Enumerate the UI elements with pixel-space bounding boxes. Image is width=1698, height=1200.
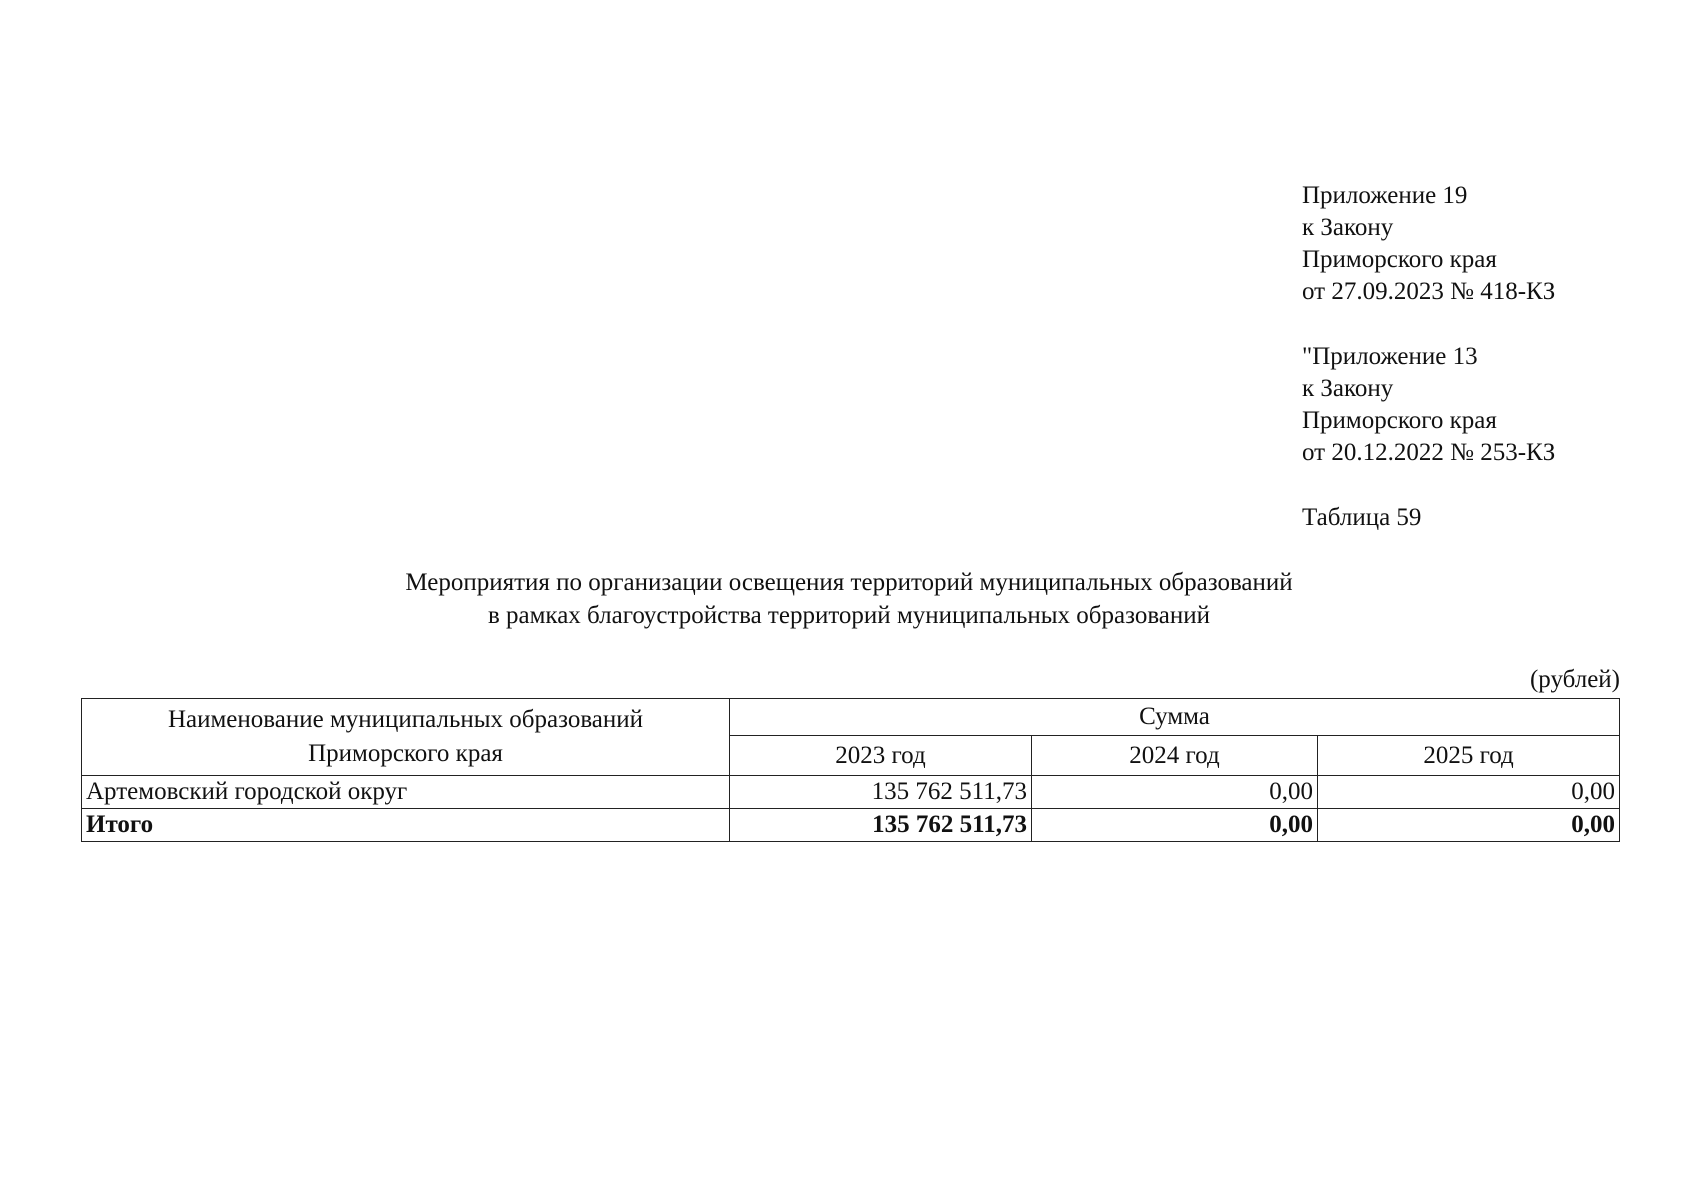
budget-table [81,698,1620,842]
appendix-current-block [1302,180,1555,308]
amount-2023-cell: 135 762 511,73 [730,776,1032,809]
table-header-row [82,699,1620,736]
total-2025-cell: 0,00 [1318,809,1620,842]
appendix-current-line: Приложение 19 [1302,182,1468,209]
document-title [0,566,1698,632]
header-year-2023: 2023 год [730,736,1032,776]
header-year-2024: 2024 год [1032,736,1318,776]
appendix-current-line: к Закону [1302,214,1394,241]
amount-2024-cell: 0,00 [1032,776,1318,809]
table-row [82,776,1620,809]
table-number: Таблица 59 [1302,504,1422,531]
total-row [82,809,1620,842]
title-line: в рамках благоустройства территорий муниципальных образований [487,602,1211,629]
header-sum: Сумма [730,699,1620,736]
appendix-previous-line: от 20.12.2022 № 253-КЗ [1302,439,1556,466]
appendix-previous-line: к Закону [1302,375,1394,402]
total-2024-cell: 0,00 [1032,809,1318,842]
appendix-current-line: от 27.09.2023 № 418-КЗ [1302,278,1556,305]
appendix-previous-block [1302,341,1555,469]
appendix-previous-line: "Приложение 13 [1302,343,1478,370]
header-name-line: Наименование муниципальных образований [167,706,644,733]
amount-2025-cell: 0,00 [1318,776,1620,809]
total-label-cell: Итого [82,809,730,842]
units-label: (рублей) [1529,666,1620,693]
municipality-name-cell: Артемовский городской округ [82,776,730,809]
header-year-2025: 2025 год [1318,736,1620,776]
title-line: Мероприятия по организации освещения территорий муниципальных образований [405,569,1293,596]
header-name-line: Приморского края [308,740,503,767]
total-2023-cell: 135 762 511,73 [730,809,1032,842]
appendix-current-line: Приморского края [1302,246,1497,273]
appendix-previous-line: Приморского края [1302,407,1497,434]
header-municipality-name [82,699,730,776]
